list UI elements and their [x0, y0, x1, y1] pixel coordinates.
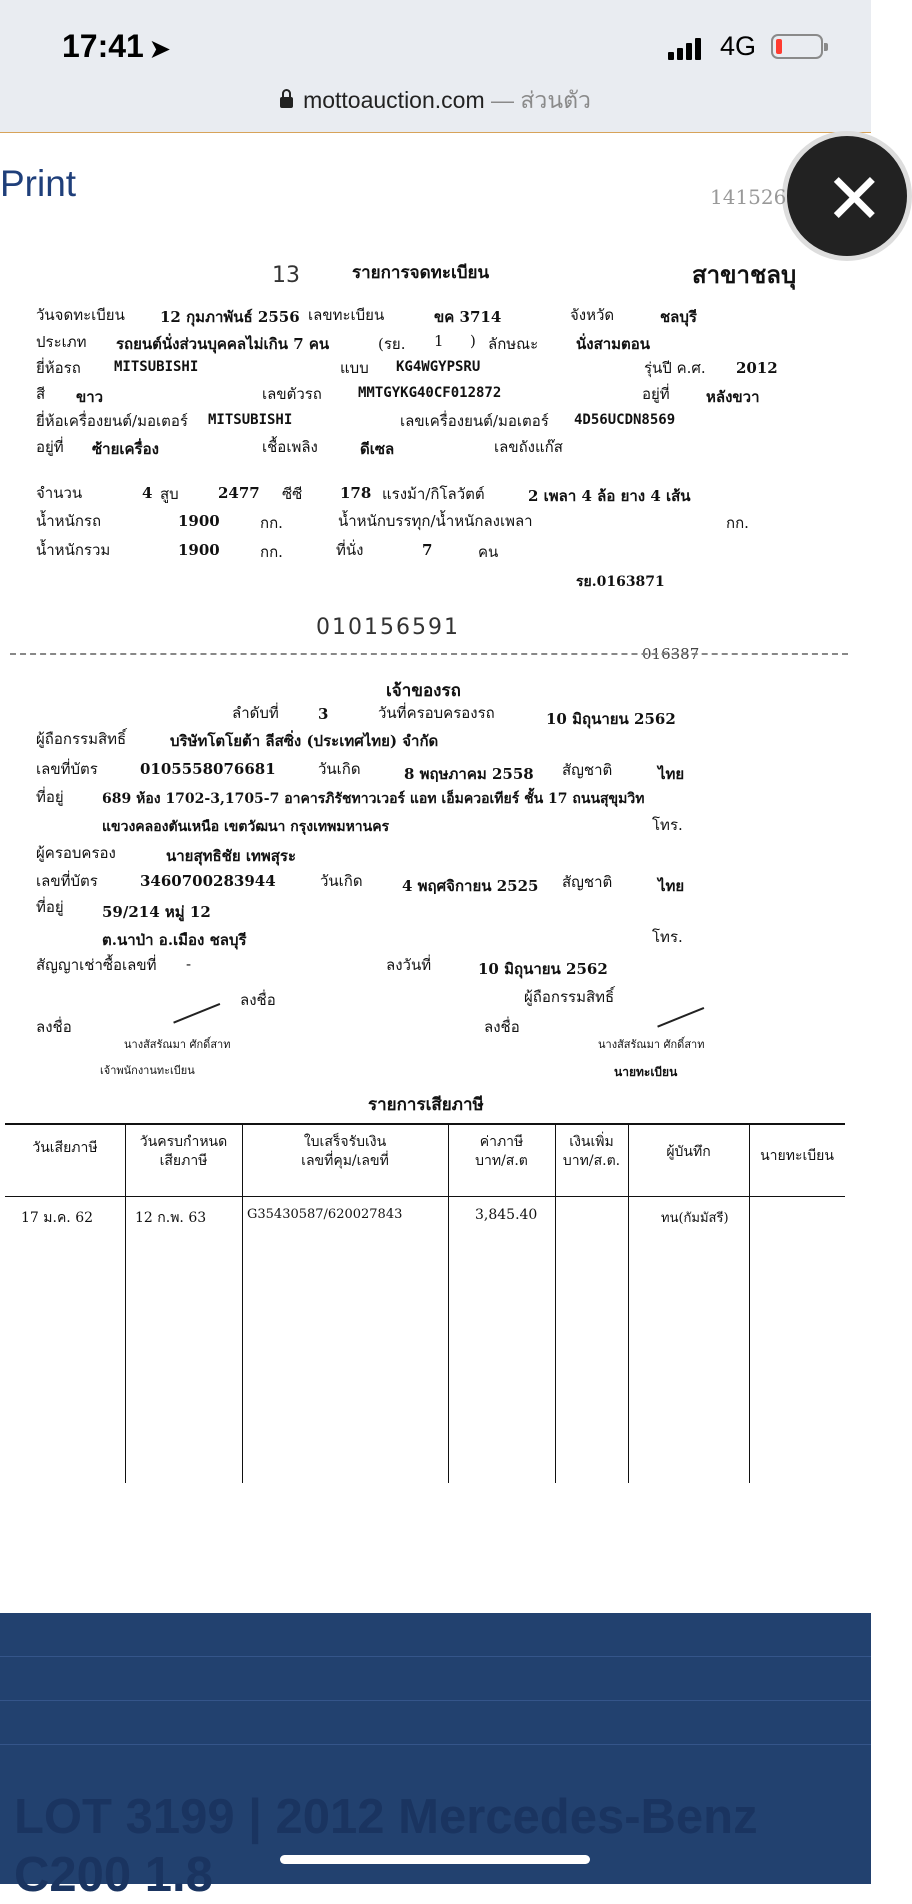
- engine-number: 4D56UCDN8569: [574, 412, 676, 428]
- cylinders: 4: [142, 484, 153, 502]
- model-label: แบบ: [340, 359, 369, 377]
- officer-role-1: เจ้าพนักงานทะเบียน: [100, 1064, 195, 1077]
- officer-name-2: นางสัสรัณมา ศักดิ์สาท: [598, 1038, 705, 1051]
- signature-mark: [166, 984, 221, 1023]
- possessor-dob: 4 พฤศจิกายน 2525: [402, 877, 539, 895]
- tax-paid-date: 17 ม.ค. 62: [21, 1210, 94, 1226]
- engine-brand-label: ยี่ห้อเครื่องยนต์/มอเตอร์: [36, 412, 188, 430]
- tax-header-amount: ค่าภาษี บาท/ส.ต: [475, 1134, 528, 1169]
- url-domain: mottoauction.com: [303, 87, 485, 113]
- load-unit: กก.: [726, 514, 749, 532]
- owner-title: เจ้าของรถ: [386, 681, 461, 701]
- sign-label-3: ลงชื่อ: [484, 1018, 520, 1036]
- dob-label: วันเกิด: [318, 760, 361, 778]
- holder-name: บริษัทโตโยต้า ลีสซิ่ง (ประเทศไทย) จำกัด: [170, 732, 439, 750]
- year-label: รุ่นปี ค.ศ.: [644, 359, 706, 377]
- registration-document: [0, 133, 884, 1613]
- registration-title: รายการจดทะเบียน: [352, 263, 490, 283]
- date-label: ลงวันที่: [386, 956, 432, 974]
- handwritten-ref: 141526: [710, 185, 787, 209]
- seat-label: ที่นั่ง: [336, 541, 364, 559]
- tax-due-date: 12 ก.พ. 63: [135, 1210, 207, 1226]
- divider: [10, 653, 848, 655]
- axle-tyre-info: 2 เพลา 4 ล้อ ยาง 4 เส้น: [528, 487, 691, 505]
- style-label: ลักษณะ: [488, 335, 539, 353]
- fuel-label: เชื้อเพลิง: [262, 438, 318, 456]
- seat-unit: คน: [478, 543, 499, 561]
- address-label: ที่อยู่: [36, 788, 64, 806]
- private-mode-label: ส่วนตัว: [520, 87, 591, 113]
- plate-number: ขค 3714: [434, 308, 502, 326]
- seat-count: 7: [422, 541, 433, 559]
- address2-label: ที่อยู่: [36, 898, 64, 916]
- brand-label: ยี่ห้อรถ: [36, 359, 81, 377]
- time-text: 17:41: [62, 28, 144, 64]
- possessor-address-line2: ต.นาป่า อ.เมือง ชลบุรี: [102, 931, 247, 949]
- url-separator: —: [484, 87, 521, 113]
- horsepower: 178: [340, 484, 372, 502]
- vehicle-type: รถยนต์นั่งส่วนบุคคลไม่เกิน 7 คน: [116, 335, 330, 353]
- tax-table: [5, 1123, 845, 1481]
- hp-unit: แรงม้า/กิโลวัตต์: [382, 485, 485, 503]
- engine-at-label: อยู่ที่: [36, 438, 64, 456]
- fuel-type: ดีเซล: [360, 440, 395, 458]
- possessor-nationality: ไทย: [658, 877, 685, 895]
- chassis-label: เลขตัวรถ: [262, 385, 322, 403]
- sign-role-holder: ผู้ถือกรรมสิทธิ์: [524, 988, 615, 1006]
- gas-tank-label: เลขถังแก๊ส: [494, 438, 563, 456]
- tax-header-receipt: ใบเสร็จรับเงิน เลขที่คุม/เลขที่: [301, 1134, 389, 1169]
- tax-amount: 3,845.40: [475, 1207, 538, 1223]
- reg-date-label: วันจดทะเบียน: [36, 306, 125, 324]
- gross-weight: 1900: [178, 541, 220, 559]
- count-label: จำนวน: [36, 484, 83, 502]
- print-link[interactable]: Print: [0, 163, 77, 204]
- card-label: เลขที่บัตร: [36, 760, 98, 778]
- vehicle-style: นั่งสามตอน: [576, 335, 651, 353]
- weight-unit: กก.: [260, 514, 283, 532]
- holder-nationality: ไทย: [658, 765, 685, 783]
- handwritten-page-no: 13: [272, 263, 300, 288]
- holder-address-line2: แขวงคลองตันเหนือ เขตวัฒนา กรุงเทพมหานคร: [102, 819, 390, 835]
- rs-close: ): [470, 332, 476, 350]
- tax-header-recorder: ผู้บันทึก: [666, 1144, 711, 1160]
- status-time: [62, 28, 170, 65]
- dob2-label: วันเกิด: [320, 872, 363, 890]
- gross-weight-label: น้ำหนักรวม: [36, 541, 111, 559]
- tax-header-surcharge: เงินเพิ่ม บาท/ส.ต.: [562, 1134, 621, 1169]
- chassis-number: MMTGYKG40CF012872: [358, 385, 502, 401]
- load-label: น้ำหนักบรรทุก/น้ำหนักลงเพลา: [338, 512, 533, 530]
- tax-receipt-no: G35430587/620027843: [247, 1207, 403, 1222]
- nationality-label: สัญชาติ: [562, 761, 613, 779]
- lease-number: -: [186, 955, 192, 973]
- reg-date: 12 กุมภาพันธ์ 2556: [160, 308, 300, 326]
- close-icon: ✕: [825, 158, 884, 240]
- engine-brand: MITSUBISHI: [208, 412, 293, 428]
- rs-value: 1: [434, 332, 444, 350]
- close-button[interactable]: [782, 131, 912, 261]
- province-label: จังหวัด: [570, 306, 615, 324]
- rs-label: (รย.: [378, 335, 406, 353]
- handwritten-serial: 010156591: [316, 615, 460, 640]
- lot-banner: [0, 1613, 871, 1902]
- holder-card-no: 0105558076681: [140, 760, 276, 778]
- tax-header-due-date: วันครบกำหนด เสียภาษี: [139, 1134, 228, 1169]
- model-year: 2012: [736, 359, 778, 377]
- browser-top-bar: [0, 0, 871, 133]
- cellular-signal-icon: [668, 36, 701, 60]
- plate-label: เลขทะเบียน: [308, 306, 385, 324]
- possess-date-label: วันที่ครอบครองรถ: [378, 704, 495, 722]
- seq-label: ลำดับที่: [232, 704, 279, 722]
- possess-date: 10 มิถุนายน 2562: [546, 710, 676, 728]
- color: ขาว: [76, 388, 104, 406]
- owner-seq: 3: [318, 705, 329, 723]
- possessor-address-line1: 59/214 หมู่ 12: [102, 903, 211, 921]
- sign-label-2: ลงชื่อ: [36, 1018, 72, 1036]
- holder-dob: 8 พฤษภาคม 2558: [404, 765, 534, 783]
- cut-serial: 016387: [642, 645, 700, 663]
- officer-role-2: นายทะเบียน: [614, 1065, 678, 1079]
- officer-name-1: นางสัสรัณมา ศักดิ์สาท: [124, 1038, 231, 1051]
- card2-label: เลขที่บัตร: [36, 872, 98, 890]
- gross-weight-unit: กก.: [260, 543, 283, 561]
- chassis-position: หลังขวา: [706, 388, 760, 406]
- signature-mark-2: [650, 988, 705, 1027]
- province: ชลบุรี: [660, 308, 697, 326]
- tax-recorder: ทน(กัมมัสรี): [661, 1211, 729, 1226]
- weight-label: น้ำหนักรถ: [36, 512, 102, 530]
- location-arrow-icon: ➤: [149, 36, 170, 63]
- possessor-name: นายสุทธิชัย เทพสุระ: [166, 847, 297, 865]
- nationality2-label: สัญชาติ: [562, 873, 613, 891]
- vehicle-weight: 1900: [178, 512, 220, 530]
- lease-label: สัญญาเช่าซื้อเลขที่: [36, 956, 157, 974]
- tel2-label: โทร.: [652, 928, 683, 946]
- holder-address-line1: 689 ห้อง 1702-3,1705-7 อาคารภิรัชทาวเวอร์ แอท เอ็มควอเทียร์ ชั้น 17 ถนนสุขุมวิท: [102, 791, 645, 807]
- possessor-card-no: 3460700283944: [140, 872, 276, 890]
- lease-date: 10 มิถุนายน 2562: [478, 960, 608, 978]
- engine-cc: 2477: [218, 484, 260, 502]
- address-bar[interactable]: [0, 83, 871, 119]
- branch-name: สาขาชลบุ: [692, 260, 797, 289]
- possessor-label: ผู้ครอบครอง: [36, 844, 116, 862]
- chassis-at-label: อยู่ที่: [642, 385, 670, 403]
- lot-title[interactable]: LOT 3199 | 2012 Mercedes-Benz C200 1.8: [14, 1790, 758, 1902]
- model: KG4WGYPSRU: [396, 359, 481, 375]
- home-indicator[interactable]: [280, 1855, 590, 1864]
- color-label: สี: [36, 385, 46, 403]
- cc-unit: ซีซี: [282, 485, 303, 503]
- engine-position: ซ้ายเครื่อง: [92, 440, 159, 458]
- battery-icon: [771, 34, 823, 59]
- network-type: 4G: [720, 31, 757, 61]
- tax-header-paid-date: วันเสียภาษี: [32, 1140, 98, 1156]
- holder-label: ผู้ถือกรรมสิทธิ์: [36, 730, 127, 748]
- lock-icon: [280, 97, 293, 108]
- cylinders-unit: สูบ: [160, 485, 179, 503]
- tel-label: โทร.: [652, 816, 683, 834]
- form-number: รย.0163871: [576, 574, 665, 590]
- type-label: ประเภท: [36, 333, 87, 351]
- tax-title: รายการเสียภาษี: [368, 1095, 484, 1115]
- tax-header-registrar: นายทะเบียน: [760, 1148, 834, 1164]
- engine-no-label: เลขเครื่องยนต์/มอเตอร์: [400, 412, 549, 430]
- sign-label-1: ลงชื่อ: [240, 991, 276, 1009]
- brand: MITSUBISHI: [114, 359, 199, 375]
